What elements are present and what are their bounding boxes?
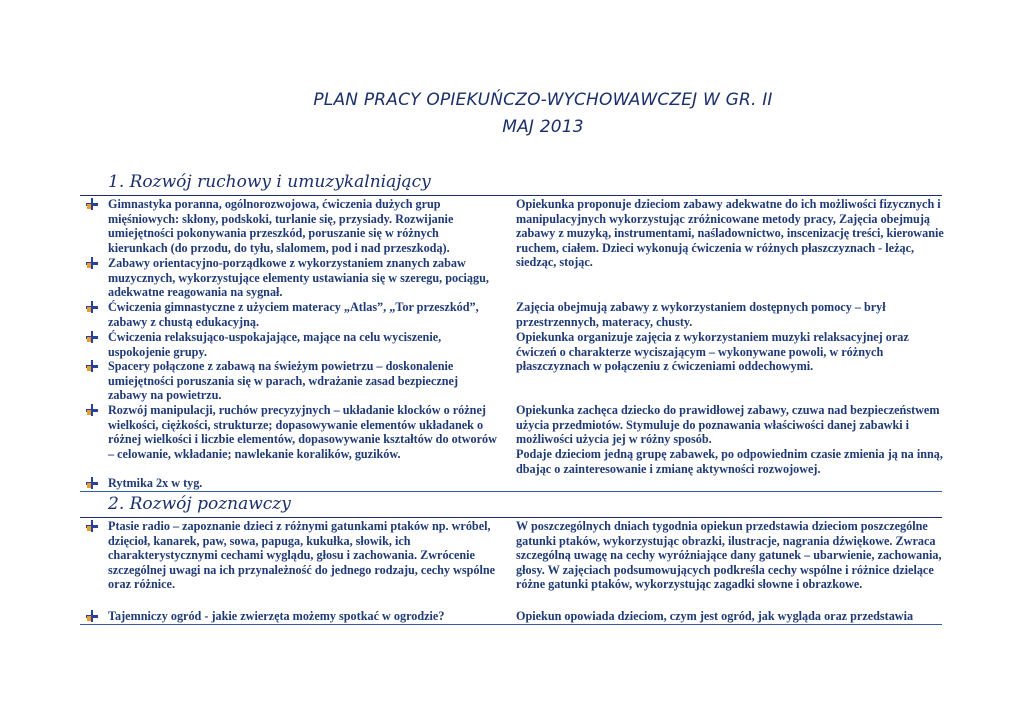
pin-bullet-icon	[86, 477, 98, 489]
page-subtitle: MAJ 2013	[502, 117, 584, 137]
section-heading-2: 2. Rozwój poznawczy	[108, 494, 291, 514]
list-item	[108, 476, 500, 491]
list-item-text: Ćwiczenia gimnastyczne z użyciem materacy „Atlas”, „Tor przeszkód”, zabawy z chustą edukacyjną.	[108, 300, 479, 329]
list-item-text: Tajemniczy ogród - jakie zwierzęta możemy spotkać w ogrodzie?	[108, 609, 445, 623]
description-text: Opiekunka proponuje dzieciom zabawy adekwatne do ich możliwości fizycznych i manipulacyjnych wykorzystując zróżnicowane metody pracy, Zajęcia obejmują zabawy z muzyką, instrumentami, naśladownictwo, inscenizację treści, kierowanie ruchem, ciałem. Dzieci wykonują ćwiczenia w różnych płaszczyznach - leżąc, siedząc, stojąc.	[516, 197, 944, 270]
list-item	[108, 256, 500, 300]
description-text: W poszczególnych dniach tygodnia opiekun przedstawia dzieciom poszczególne gatunki ptaków, wykorzystując obrazki, ilustracje, nagrania dźwiękowe. Zwraca szczególną uwagę na cechy wyróżniające dany gatunek – ubarwienie, zachowania, głosy. W zajęciach podsumowujących podkreśla cechy wspólne i różnice dzielące różne gatunki ptaków, wykorzystując zagadki słowne i obrazkowe.	[516, 519, 942, 592]
list-item-text: Rytmika 2x w tyg.	[108, 476, 203, 490]
pin-bullet-icon	[86, 301, 98, 313]
pin-bullet-icon	[86, 404, 98, 416]
list-item-text: Zabawy orientacyjno-porządkowe z wykorzystaniem znanych zabaw muzycznych, wykorzystujące elementy ustawiania się w szeregu, pociągu, adekwatne reagowania na sygnał.	[108, 256, 489, 300]
section-heading-1: 1. Rozwój ruchowy i umuzykalniający	[108, 172, 431, 192]
pin-bullet-icon	[86, 198, 98, 210]
list-item	[108, 300, 500, 329]
list-item	[108, 519, 500, 592]
list-item-text: Ćwiczenia relaksująco-uspokajające, mające na celu wyciszenie, uspokojenie grupy.	[108, 330, 442, 359]
pin-bullet-icon	[86, 331, 98, 343]
pin-bullet-icon	[86, 610, 98, 622]
page-title: PLAN PRACY OPIEKUŃCZO-WYCHOWAWCZEJ W GR. II	[313, 90, 773, 110]
list-item	[108, 197, 500, 255]
pin-bullet-icon	[86, 360, 98, 372]
pin-bullet-icon	[86, 520, 98, 532]
description-text: Opiekunka organizuje zajęcia z wykorzystaniem muzyki relaksacyjnej oraz ćwiczeń o charakterze wyciszającym – wykonywane powoli, w różnych płaszczyznach w połączeniu z ćwiczeniami oddechowymi.	[516, 330, 909, 374]
list-item-text: Spacery połączone z zabawą na świeżym powietrzu – doskonalenie umiejętności poruszania się w parach, wdrażanie zasad bezpiecznej zabawy na powietrzu.	[108, 359, 459, 403]
description-text: Opiekunka zachęca dziecko do prawidłowej zabawy, czuwa nad bezpieczeństwem użycia przedmiotów. Stymuluje do poznawania właściwości danej zabawki i możliwości użycia jej w różny sposób.	[516, 403, 940, 447]
list-item-text: Rozwój manipulacji, ruchów precyzyjnych – układanie klocków o różnej wielkości, ciężkości, strukturze; dopasowywanie elementów układanek o różnej wielkości i liczbie elementów, dopasowywanie kształtów do otworów – celowanie, wkładanie; nawlekanie koralików, guzików.	[108, 403, 497, 461]
list-item	[108, 609, 500, 624]
description-text: Podaje dzieciom jedną grupę zabawek, po odpowiednim czasie zmienia ją na inną, dbając o zainteresowanie i zmianę aktywności rozwojowej.	[516, 447, 943, 476]
section-divider	[80, 195, 942, 196]
pin-bullet-icon	[86, 257, 98, 269]
list-item-text: Ptasie radio – zapoznanie dzieci z różnymi gatunkami ptaków np. wróbel, dzięcioł, kanarek, paw, sowa, papuga, kukułka, słowik, ich charakterystycznymi cechami wyglądu, głosu i zachowania. Zwrócenie szczególnej uwagi na ich przynależność do jednego rodzaju, cechy wspólne oraz różnice.	[108, 519, 496, 592]
list-item	[108, 403, 500, 461]
description-text: Opiekun opowiada dzieciom, czym jest ogród, jak wygląda oraz przedstawia	[516, 609, 914, 623]
section-divider	[80, 491, 942, 492]
section-divider	[80, 517, 942, 518]
list-item	[108, 359, 500, 403]
list-item	[108, 330, 500, 359]
description-text: Zajęcia obejmują zabawy z wykorzystaniem dostępnych pomocy – brył przestrzennych, materacy, chusty.	[516, 300, 886, 329]
list-item-text: Gimnastyka poranna, ogólnorozwojowa, ćwiczenia dużych grup mięśniowych: skłony, podskoki, turlanie się, przysiady. Rozwijanie umiejętności pokonywania przeszkód, poruszanie się w różnych kierunkach (do przodu, do tyłu, slalomem, pod i nad przeszkodą).	[108, 197, 454, 255]
section-divider	[80, 624, 942, 625]
